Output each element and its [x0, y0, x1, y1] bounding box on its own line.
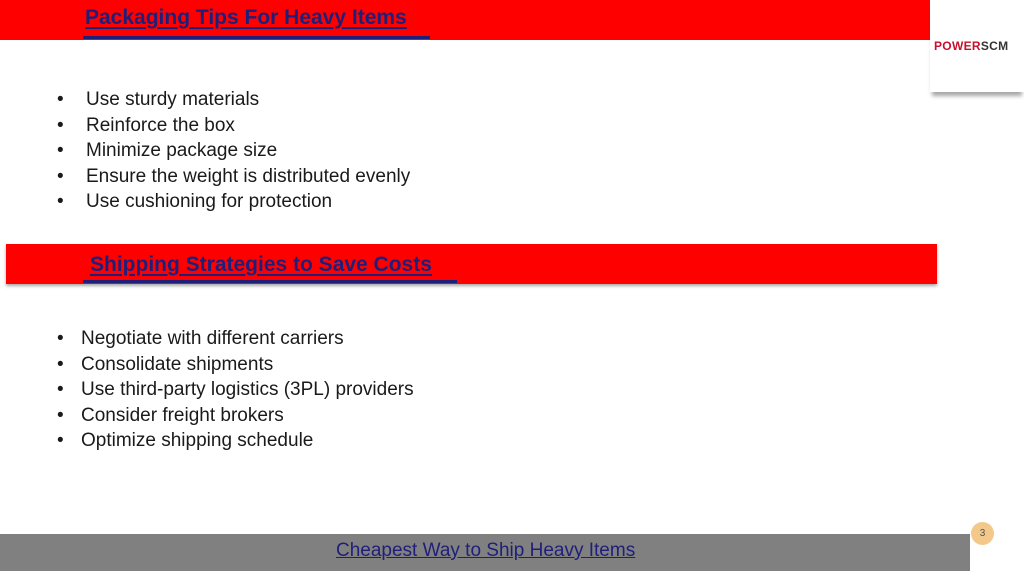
bullet-icon: •: [57, 140, 64, 162]
logo-part-scm: SCM: [980, 39, 1009, 53]
section-title-shipping: Shipping Strategies to Save Costs: [90, 253, 432, 276]
section-title-packaging: Packaging Tips For Heavy Items: [85, 6, 407, 29]
list-item-text: Consolidate shipments: [81, 353, 274, 375]
bullet-icon: •: [57, 404, 64, 426]
bullet-icon: •: [57, 379, 64, 401]
bullet-icon: •: [57, 191, 64, 213]
list-item-text: Use sturdy materials: [86, 89, 260, 110]
logo-part-power: POWER: [934, 39, 981, 53]
list-item-text: Reinforce the box: [86, 114, 235, 136]
bullet-icon: •: [57, 430, 64, 452]
list-item-text: Minimize package size: [86, 140, 278, 162]
page-number-badge: 3: [971, 522, 994, 545]
title-underline: [83, 280, 457, 283]
list-item-text: Optimize shipping schedule: [81, 430, 314, 452]
list-item-text: Use third-party logistics (3PL) providers: [81, 379, 414, 401]
list-item-text: Use cushioning for protection: [86, 191, 333, 213]
list-item-text: Negotiate with different carriers: [81, 328, 344, 349]
list-item-text: Ensure the weight is distributed evenly: [86, 165, 411, 187]
footer-link[interactable]: Cheapest Way to Ship Heavy Items: [336, 540, 636, 561]
bullet-icon: •: [57, 114, 64, 136]
bullet-icon: •: [57, 353, 64, 375]
powerscm-logo: [934, 39, 1008, 53]
bullet-icon: •: [57, 165, 64, 187]
list-item-text: Consider freight brokers: [81, 404, 284, 426]
title-underline: [83, 36, 430, 39]
bullet-icon: •: [57, 89, 64, 110]
bullet-icon: •: [57, 328, 64, 349]
